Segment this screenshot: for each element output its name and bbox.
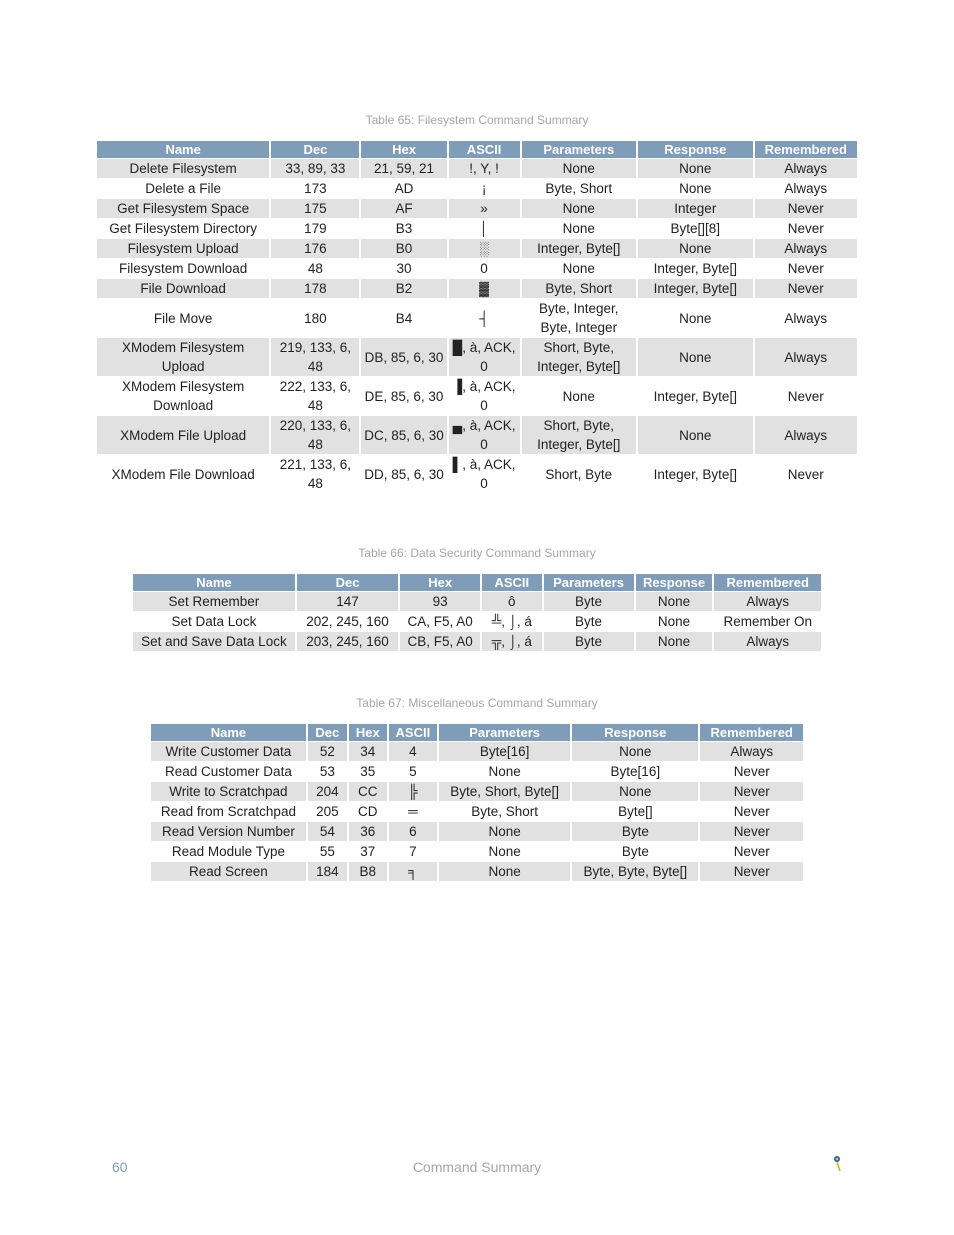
table-cell: 205 [308, 802, 347, 821]
table-66-caption: Table 66: Data Security Command Summary [358, 546, 596, 560]
table-cell: 176 [271, 239, 359, 258]
column-header: Parameters [544, 574, 634, 591]
table-cell: Read Customer Data [151, 762, 306, 781]
table-cell: Delete a File [97, 179, 269, 198]
table-cell: B0 [361, 239, 446, 258]
table-cell: Integer [638, 199, 753, 218]
table-cell: 7 [389, 842, 437, 861]
table-cell: DC, 85, 6, 30 [361, 416, 446, 454]
table-cell: 204 [308, 782, 347, 801]
table-cell: Never [700, 762, 803, 781]
table-cell: Integer, Byte[] [638, 377, 753, 415]
table-cell: Get Filesystem Space [97, 199, 269, 218]
table-cell: Byte, Integer, Byte, Integer [522, 299, 637, 337]
column-header: Response [572, 724, 698, 741]
table-cell: Never [700, 822, 803, 841]
column-header: Hex [361, 141, 446, 158]
table-cell: None [439, 842, 570, 861]
table-cell: Byte, Short, Byte[] [439, 782, 570, 801]
table-cell: Never [700, 802, 803, 821]
table-cell: DE, 85, 6, 30 [361, 377, 446, 415]
table-cell: Byte [572, 822, 698, 841]
column-header: Remembered [700, 724, 803, 741]
data-security-command-table [131, 573, 823, 652]
table-cell: Set Data Lock [133, 612, 295, 631]
table-cell: Always [700, 742, 803, 761]
table-cell: ╦, ⌡, á [482, 632, 541, 651]
table-cell: ▐, à, ACK, 0 [449, 377, 520, 415]
table-row [151, 782, 803, 801]
table-row [97, 219, 857, 238]
table-cell: Integer, Byte[] [638, 259, 753, 278]
table-cell: Delete Filesystem [97, 159, 269, 178]
table-cell: XModem File Download [97, 455, 269, 493]
table-cell: Byte, Short [522, 279, 637, 298]
table-cell: None [638, 338, 753, 376]
column-header: Hex [349, 724, 387, 741]
table-cell: None [439, 822, 570, 841]
table-row [151, 742, 803, 761]
table-cell: 6 [389, 822, 437, 841]
table-cell: ▓ [449, 279, 520, 298]
table-cell: Never [700, 862, 803, 881]
table-cell: 221, 133, 6, 48 [271, 455, 359, 493]
table-cell: Always [755, 338, 857, 376]
table-row [133, 592, 821, 611]
table-cell: None [439, 762, 570, 781]
table-header-row [133, 574, 821, 591]
table-cell: Byte[] [572, 802, 698, 821]
miscellaneous-command-table [149, 723, 805, 882]
table-cell: 52 [308, 742, 347, 761]
table-row [151, 862, 803, 881]
table-cell: Byte[][8] [638, 219, 753, 238]
table-cell: 184 [308, 862, 347, 881]
table-cell: █, à, ACK, 0 [449, 338, 520, 376]
table-row [151, 822, 803, 841]
table-header-row [151, 724, 803, 741]
page-number: 60 [112, 1159, 128, 1175]
table-cell: None [522, 377, 637, 415]
table-cell: Read from Scratchpad [151, 802, 306, 821]
filesystem-command-table [95, 140, 859, 494]
table-cell: None [638, 299, 753, 337]
table-cell: Always [755, 299, 857, 337]
table-cell: None [572, 782, 698, 801]
table-cell: B8 [349, 862, 387, 881]
table-cell: Set Remember [133, 592, 295, 611]
table-cell: CA, F5, A0 [400, 612, 480, 631]
table-cell: 219, 133, 6, 48 [271, 338, 359, 376]
table-cell: Never [755, 377, 857, 415]
table-cell: 222, 133, 6, 48 [271, 377, 359, 415]
table-cell: 35 [349, 762, 387, 781]
column-header: Parameters [522, 141, 637, 158]
table-cell: None [439, 862, 570, 881]
table-cell: Never [755, 259, 857, 278]
table-cell: Byte [544, 612, 634, 631]
table-cell: Read Version Number [151, 822, 306, 841]
table-cell: 202, 245, 160 [297, 612, 398, 631]
table-cell: Byte [572, 842, 698, 861]
table-header-row [97, 141, 857, 158]
table-cell: Short, Byte, Integer, Byte[] [522, 338, 637, 376]
table-cell: Byte[16] [439, 742, 570, 761]
table-cell: Write to Scratchpad [151, 782, 306, 801]
table-row [133, 612, 821, 631]
table-cell: 93 [400, 592, 480, 611]
table-cell: CB, F5, A0 [400, 632, 480, 651]
table-row [97, 179, 857, 198]
table-cell: 37 [349, 842, 387, 861]
table-cell: None [638, 159, 753, 178]
table-cell: None [638, 416, 753, 454]
table-cell: Filesystem Download [97, 259, 269, 278]
table-cell: 5 [389, 762, 437, 781]
table-cell: ╠ [389, 782, 437, 801]
column-header: Dec [297, 574, 398, 591]
table-cell: 203, 245, 160 [297, 632, 398, 651]
table-cell: None [572, 742, 698, 761]
table-cell: Always [755, 159, 857, 178]
column-header: ASCII [449, 141, 520, 158]
table-cell: None [522, 219, 637, 238]
table-row [97, 377, 857, 415]
table-cell: 53 [308, 762, 347, 781]
table-cell: 21, 59, 21 [361, 159, 446, 178]
table-cell: XModem Filesystem Download [97, 377, 269, 415]
table-cell: ô [482, 592, 541, 611]
table-67-caption: Table 67: Miscellaneous Command Summary [356, 696, 598, 710]
table-cell: Byte, Short [522, 179, 637, 198]
table-row [97, 199, 857, 218]
table-cell: Never [755, 219, 857, 238]
table-cell: 220, 133, 6, 48 [271, 416, 359, 454]
table-cell: Short, Byte [522, 455, 637, 493]
column-header: Name [97, 141, 269, 158]
table-cell: ▄, à, ACK, 0 [449, 416, 520, 454]
table-cell: ¡ [449, 179, 520, 198]
table-cell: Never [755, 199, 857, 218]
column-header: Response [638, 141, 753, 158]
table-cell: Read Module Type [151, 842, 306, 861]
table-cell: Integer, Byte[] [638, 455, 753, 493]
footer-section-title: Command Summary [412, 1159, 542, 1175]
table-cell: 180 [271, 299, 359, 337]
table-row [151, 802, 803, 821]
table-cell: DD, 85, 6, 30 [361, 455, 446, 493]
table-row [151, 842, 803, 861]
table-cell: 48 [271, 259, 359, 278]
table-cell: Always [714, 632, 821, 651]
table-cell: None [638, 179, 753, 198]
column-header: Name [133, 574, 295, 591]
table-cell: None [522, 259, 637, 278]
table-cell: 179 [271, 219, 359, 238]
table-cell: ╩, ⌡, á [482, 612, 541, 631]
column-header: Parameters [439, 724, 570, 741]
table-cell: B3 [361, 219, 446, 238]
table-cell: 54 [308, 822, 347, 841]
table-cell: Never [755, 279, 857, 298]
table-cell: 147 [297, 592, 398, 611]
table-cell: 30 [361, 259, 446, 278]
table-row [97, 259, 857, 278]
table-row [97, 416, 857, 454]
table-row [97, 159, 857, 178]
table-row [97, 455, 857, 493]
table-cell: XModem File Upload [97, 416, 269, 454]
company-logo-icon [831, 1155, 845, 1173]
table-cell: Get Filesystem Directory [97, 219, 269, 238]
table-cell: None [636, 612, 713, 631]
table-cell: AD [361, 179, 446, 198]
table-cell: Byte [544, 592, 634, 611]
table-cell: Always [714, 592, 821, 611]
column-header: Remembered [755, 141, 857, 158]
table-cell: Never [700, 842, 803, 861]
table-cell: Always [755, 239, 857, 258]
table-cell: 33, 89, 33 [271, 159, 359, 178]
table-cell: ╕ [389, 862, 437, 881]
table-cell: 178 [271, 279, 359, 298]
table-cell: Write Customer Data [151, 742, 306, 761]
table-cell: 0 [449, 259, 520, 278]
table-cell: Always [755, 416, 857, 454]
column-header: Remembered [714, 574, 821, 591]
table-cell: Remember On [714, 612, 821, 631]
table-cell: B4 [361, 299, 446, 337]
column-header: Response [636, 574, 713, 591]
table-cell: ═ [389, 802, 437, 821]
table-cell: File Move [97, 299, 269, 337]
table-row [97, 299, 857, 337]
table-cell: B2 [361, 279, 446, 298]
table-row [97, 338, 857, 376]
table-row [133, 632, 821, 651]
table-cell: Always [755, 179, 857, 198]
table-cell: Byte, Byte, Byte[] [572, 862, 698, 881]
table-cell: 173 [271, 179, 359, 198]
table-65-caption: Table 65: Filesystem Command Summary [365, 113, 589, 127]
table-cell: Integer, Byte[] [638, 279, 753, 298]
table-row [97, 279, 857, 298]
column-header: ASCII [389, 724, 437, 741]
column-header: Dec [271, 141, 359, 158]
column-header: ASCII [482, 574, 541, 591]
table-cell: CD [349, 802, 387, 821]
table-cell: None [522, 159, 637, 178]
table-cell: » [449, 199, 520, 218]
table-cell: ░ [449, 239, 520, 258]
table-cell: 175 [271, 199, 359, 218]
table-cell: CC [349, 782, 387, 801]
table-row [151, 762, 803, 781]
table-cell: Set and Save Data Lock [133, 632, 295, 651]
table-cell: DB, 85, 6, 30 [361, 338, 446, 376]
table-cell: ┤ [449, 299, 520, 337]
table-cell: 36 [349, 822, 387, 841]
table-cell: AF [361, 199, 446, 218]
table-cell: None [636, 592, 713, 611]
table-cell: None [636, 632, 713, 651]
table-cell: Never [755, 455, 857, 493]
table-row [97, 239, 857, 258]
table-cell: XModem Filesystem Upload [97, 338, 269, 376]
table-cell: File Download [97, 279, 269, 298]
table-cell: Never [700, 782, 803, 801]
column-header: Name [151, 724, 306, 741]
table-cell: Integer, Byte[] [522, 239, 637, 258]
table-cell: None [522, 199, 637, 218]
table-cell: 55 [308, 842, 347, 861]
table-cell: !, Y, ! [449, 159, 520, 178]
table-cell: ▌, à, ACK, 0 [449, 455, 520, 493]
table-cell: Short, Byte, Integer, Byte[] [522, 416, 637, 454]
table-cell: Read Screen [151, 862, 306, 881]
table-cell: 34 [349, 742, 387, 761]
table-cell: │ [449, 219, 520, 238]
table-cell: Byte, Short [439, 802, 570, 821]
table-cell: Byte [544, 632, 634, 651]
table-cell: Byte[16] [572, 762, 698, 781]
table-cell: Filesystem Upload [97, 239, 269, 258]
column-header: Dec [308, 724, 347, 741]
table-cell: 4 [389, 742, 437, 761]
column-header: Hex [400, 574, 480, 591]
table-cell: None [638, 239, 753, 258]
